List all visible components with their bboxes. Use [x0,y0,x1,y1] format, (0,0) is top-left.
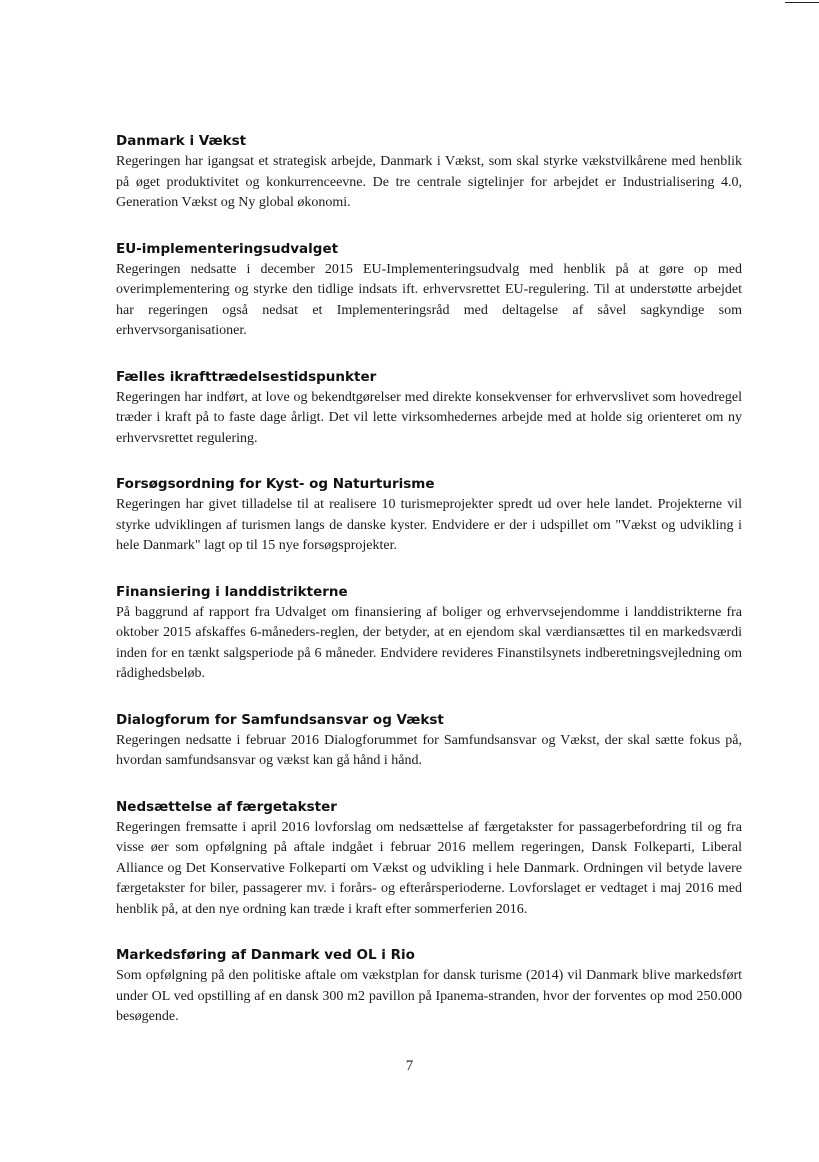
section-heading: Forsøgsordning for Kyst- og Naturturisme [116,476,435,492]
section-heading: Dialogforum for Samfundsansvar og Vækst [116,711,444,728]
section-body: Regeringen nedsatte i december 2015 EU-Implementeringsudvalg med henblik på at gøre op med overimplementering og styrke den tidlige indsats ift. erhvervsrettet EU-regulering. Til at understøtte arbejdet har regeringen også nedsat et Implementeringsråd med deltagelse af såvel sagkyndige som erhvervsorganisationer. [116,261,742,338]
section-eu-implementeringsudvalget [116,241,742,342]
section-danmark-i-vaekst [116,133,742,214]
section-body: Regeringen har givet tilladelse til at realisere 10 turismeprojekter spredt ud over hele landet. Projekterne vil styrke udviklingen af turismen langs de danske kyster. Endvidere er der i udspillet om "Vækst og udvikling i hele Danmark" lagt op til 15 nye forsøgsprojekter. [116,497,742,553]
section-heading: EU-implementeringsudvalget [116,240,339,257]
page-content [116,133,742,1055]
section-body: Som opfølgning på den politiske aftale om vækstplan for dansk turisme (2014) vil Danmark blive markedsført under OL ved opstilling af en dansk 300 m2 pavillon på Ipanema-stranden, hvor der forventes op mod 250.000 besøgende. [116,968,742,1024]
section-dialogforum-samfundsansvar [116,712,742,772]
section-body: Regeringen har indført, at love og bekendtgørelser med direkte konsekvenser for erhvervslivet som hovedregel træder i kraft på to faste dage årligt. Det vil lette virksomhedernes arbejde med at holde sig orienteret om ny erhvervsrettet regulering. [116,389,742,446]
section-body: Regeringen fremsatte i april 2016 lovforslag om nedsættelse af færgetakster for passagerbefordring til og fra visse øer som opfølgning på aftale indgået i februar 2016 mellem regeringen, Dansk Folkeparti, Liberal Alliance og Det Konservative Folkeparti om Vækst og udvikling i hele Danmark. Ordningen vil betyde lavere færgetakster for biler, passagerer mv. i forårs- og efterårsperioderne. Lovforslaget er vedtaget i maj 2016 med henblik på, at den nye ordning kan træde i kraft efter sommerferien 2016. [116,819,742,917]
section-finansiering-landdistrikterne [116,584,742,685]
page-number: 7 [405,1058,414,1074]
section-heading: Nedsættelse af færgetakster [116,798,337,815]
section-heading: Fælles ikrafttrædelsestidspunkter [116,368,377,385]
section-heading: Markedsføring af Danmark ved OL i Rio [116,947,415,963]
section-body: På baggrund af rapport fra Udvalget om finansiering af boliger og erhvervsejendomme i landdistrikterne fra oktober 2015 afskaffes 6-måneders-reglen, der betyder, at en ejendom skal værdiansættes til en markedsværdi inden for en tænkt salgsperiode på 6 måneder. Endvidere revideres Finanstilsynets indberetningsvejledning om rådighedsbeløb. [116,604,742,681]
section-heading: Danmark i Vækst [116,133,247,149]
scan-edge-line [785,2,819,3]
section-forsoegsordning-kyst-naturturisme [116,476,742,557]
section-markedsfoering-ol-rio [116,947,742,1028]
section-faelles-ikrafttraedelsestidspunkter [116,369,742,450]
section-body: Regeringen har igangsat et strategisk arbejde, Danmark i Vækst, som skal styrke vækstvilkårene med henblik på øget produktivitet og konkurrenceevne. De tre centrale sigtelinjer for arbejdet er Industrialisering 4.0, Generation Vækst og Ny global økonomi. [116,154,742,210]
section-heading: Finansiering i landdistrikterne [116,583,348,600]
section-nedsaettelse-faergetakster [116,799,742,921]
section-body: Regeringen nedsatte i februar 2016 Dialogforummet for Samfundsansvar og Vækst, der skal sætte fokus på, hvordan samfundsansvar og vækst kan gå hånd i hånd. [116,732,742,768]
